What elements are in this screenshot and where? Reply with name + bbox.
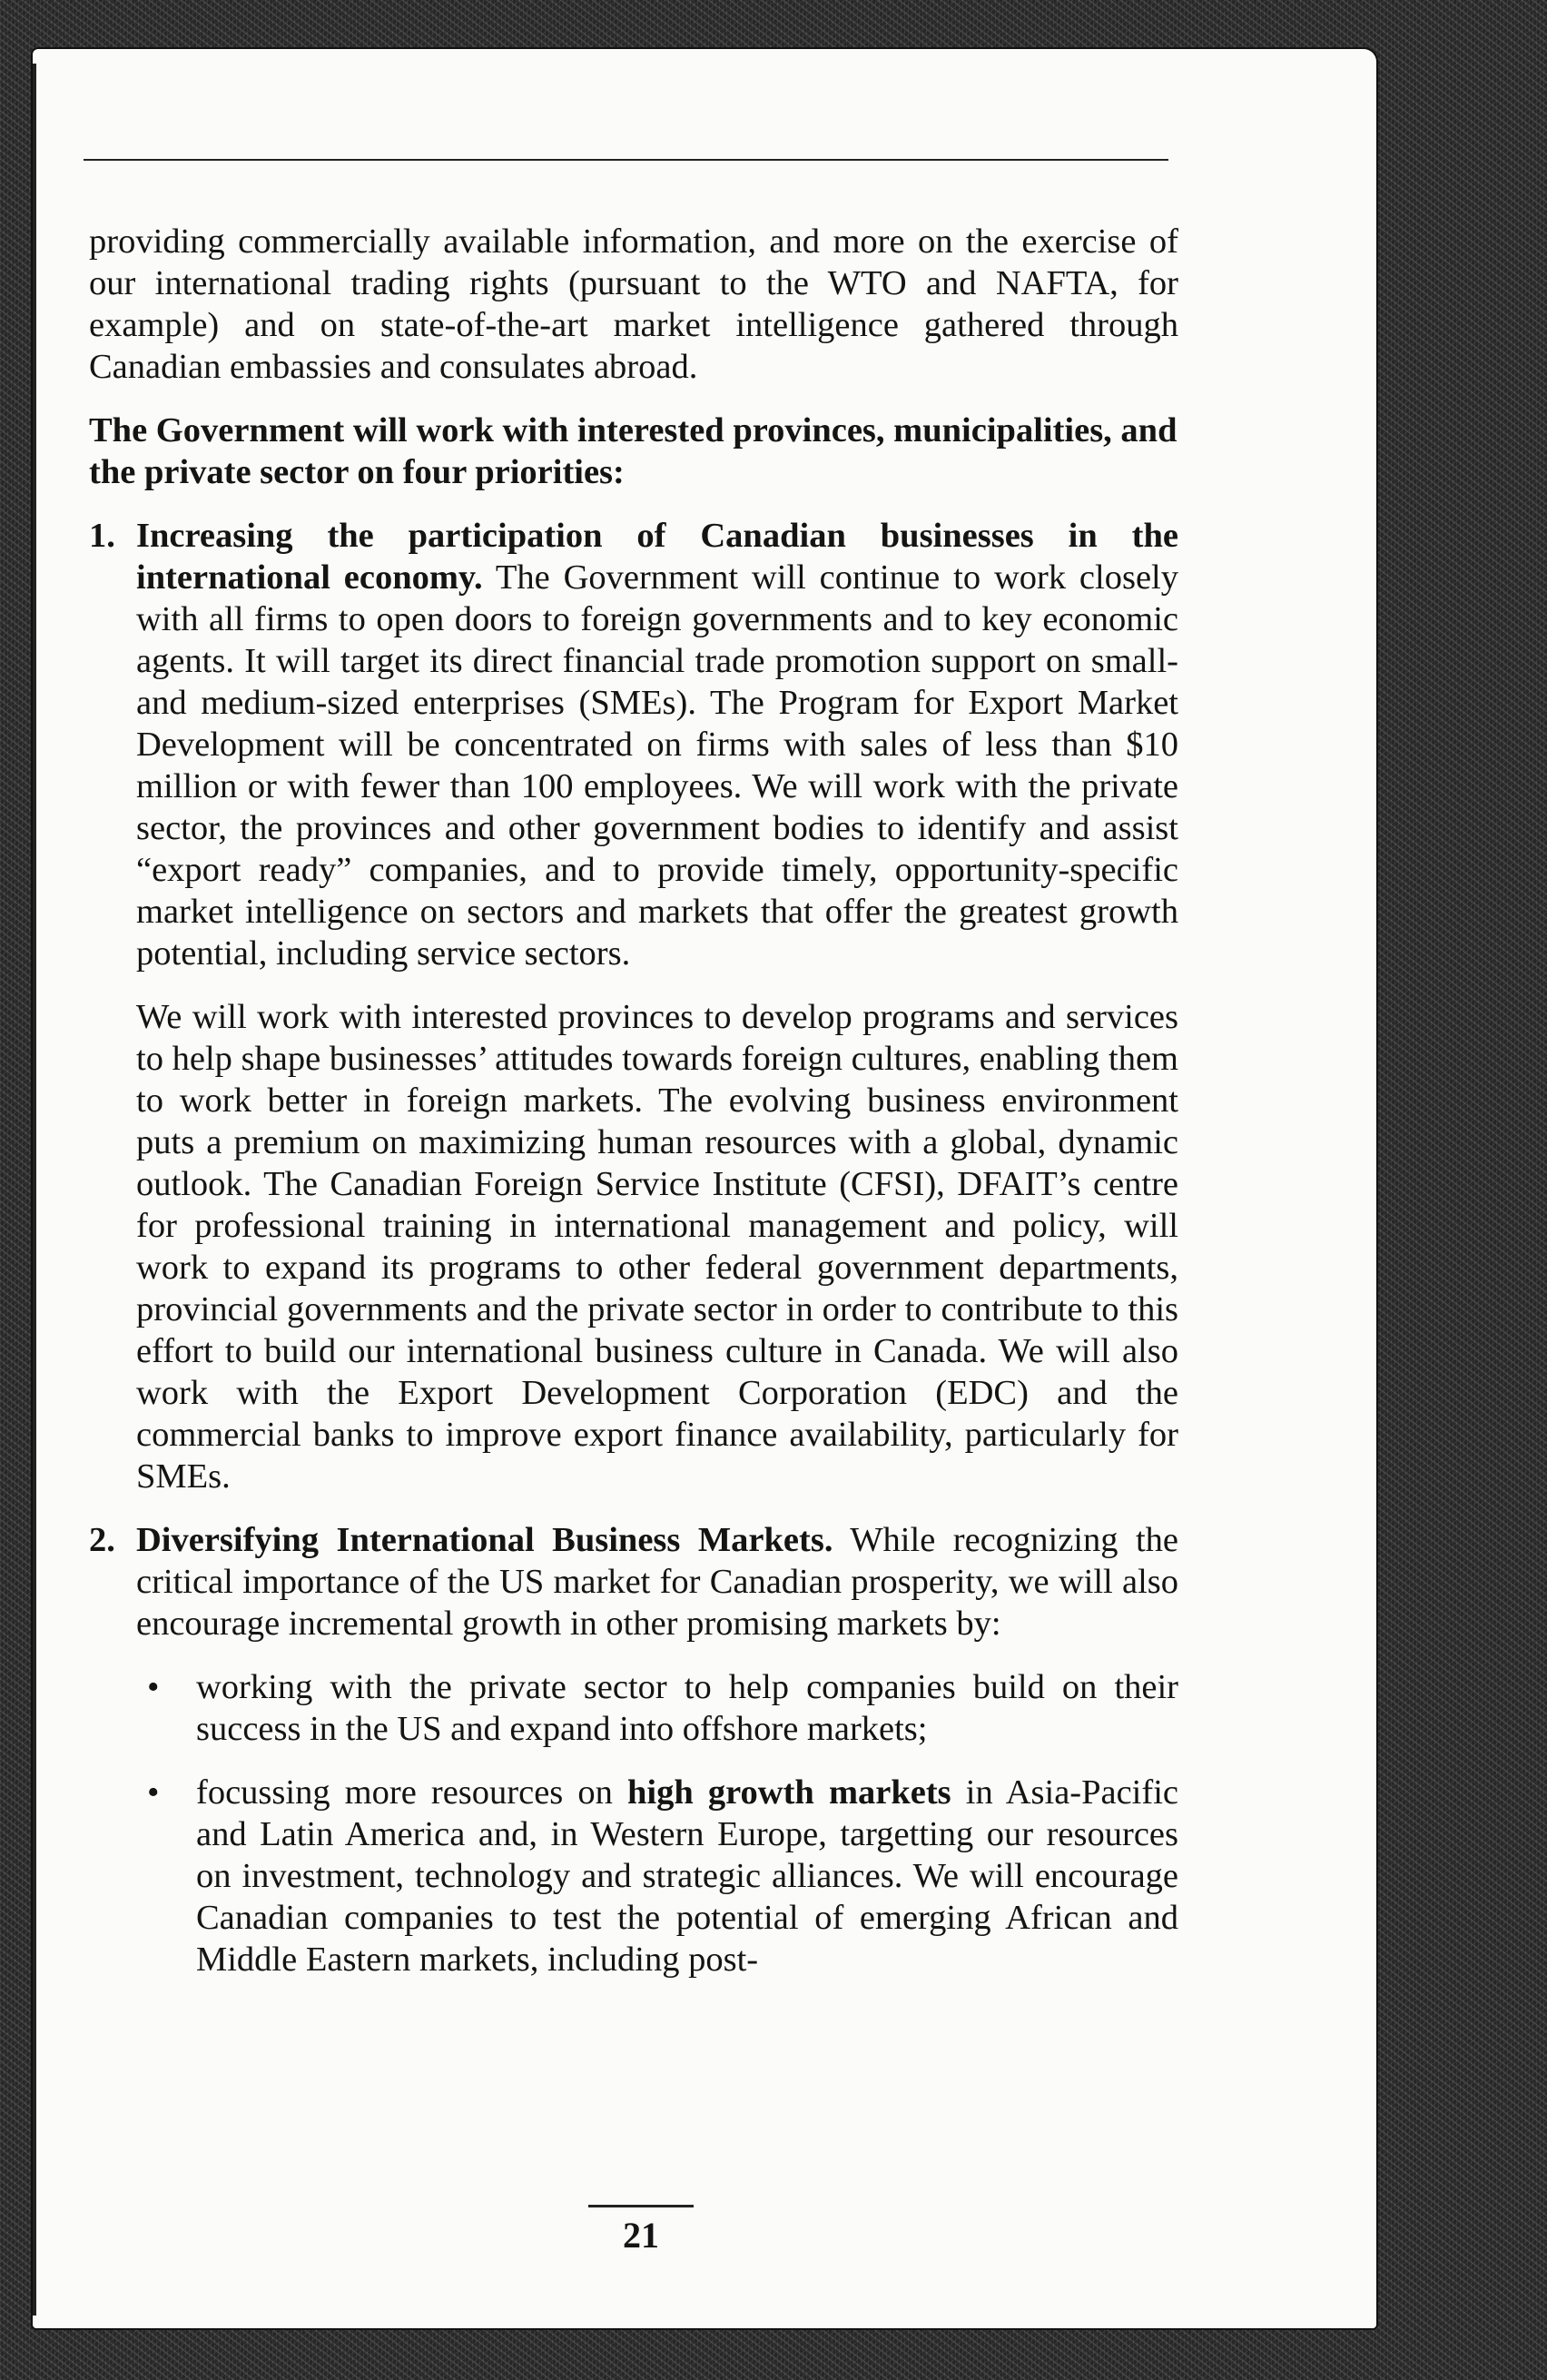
bullet-item	[89, 1772, 1178, 1980]
bullet-marker: •	[147, 1668, 160, 1706]
header-rule	[84, 159, 1168, 161]
priority-2-title: Diversifying International Business Markets.	[136, 1521, 833, 1559]
page-binding-edge	[33, 64, 36, 2316]
footer-rule	[588, 2205, 694, 2207]
intro-paragraph: providing commercially available information, and more on the exercise of our international trading rights (pursuant to the WTO and NAFTA, for example) and on state-of-the-art market intelligence gathered through Canadian embassies and consulates abroad.	[89, 222, 1178, 386]
bullet-text: working with the private sector to help companies build on their success in the US and expand into offshore markets;	[196, 1668, 1178, 1748]
page-body	[89, 221, 1178, 2002]
page-number: 21	[623, 2215, 659, 2256]
priority-2-text: While recognizing the critical importance of the US market for Canadian prosperity, we will also encourage incremental growth in other promising markets by:	[136, 1521, 1178, 1643]
bullet-text-start: focussing more resources on	[196, 1773, 628, 1812]
bullet-marker: •	[147, 1773, 160, 1812]
priority-1	[89, 515, 1178, 974]
bullet-item	[89, 1666, 1178, 1750]
priorities-heading: The Government will work with interested provinces, municipalities, and the private sector on four priorities:	[89, 411, 1177, 491]
priority-1-title: Increasing the participation of Canadian businesses in the international economy.	[136, 517, 1178, 597]
bullet-highlight: high growth markets	[627, 1773, 951, 1812]
priority-2	[89, 1519, 1178, 1644]
priority-1-number: 1.	[89, 517, 115, 555]
priority-1-paragraph-2: We will work with interested provinces to develop programs and services to help shape businesses’ attitudes towards foreign cultures, enabling them to work better in foreign markets. The evolving business environment puts a premium on maximizing human resources with a global, dynamic outlook. The Canadian Foreign Service Institute (CFSI), DFAIT’s centre for professional training in international management and policy, will work to expand its programs to other federal government departments, provincial governments and the private sector in order to contribute to this effort to build our international business culture in Canada. We will also work with the Export Development Corporation (EDC) and the commercial banks to improve export finance availability, particularly for SMEs.	[136, 998, 1178, 1496]
bullet-text-end: in Asia-Pacific and Latin America and, in Western Europe, targetting our resources on investment, technology and strategic alliances. We will encourage Canadian companies to test the potential of emerging African and Middle Eastern markets, including post-	[196, 1773, 1178, 1979]
priority-2-number: 2.	[89, 1521, 115, 1559]
priority-1-text: The Government will continue to work closely with all firms to open doors to foreign governments and to key economic agents. It will target its direct financial trade promotion support on small- and medium-sized enterprises (SMEs). The Program for Export Market Development will be concentrated on firms with sales of less than $10 million or with fewer than 100 employees. We will work with the private sector, the provinces and other government bodies to identify and assist “export ready” companies, and to provide timely, opportunity-specific market intelligence on sectors and markets that offer the greatest growth potential, including service sectors.	[136, 558, 1178, 973]
